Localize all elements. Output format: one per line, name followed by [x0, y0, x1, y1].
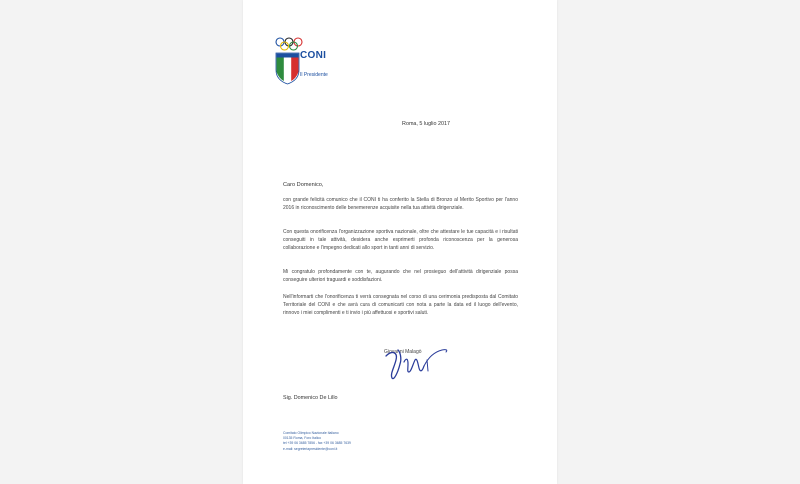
footer-line-1: Comitato Olimpico Nazionale Italiano	[283, 431, 339, 435]
recipient-line: Sig. Domenico De Lillo	[283, 395, 338, 401]
president-label: Il Presidente	[300, 72, 328, 78]
letter-date: Roma, 5 luglio 2017	[402, 121, 450, 127]
letter-sheet	[243, 0, 557, 484]
brand-name: CONI	[300, 50, 327, 61]
olympic-rings-icon	[276, 38, 302, 50]
signatory-name: Giovanni Malagò	[384, 349, 422, 355]
footer-address	[283, 431, 443, 452]
handwritten-signature-icon	[376, 338, 461, 382]
paragraph-1: con grande felicità comunico che il CONI ti ha conferito la Stella di Bronzo al Merito Sportivo per l'anno 2016 in riconoscimento delle benemerenze acquisite nella tua attività dirigenziale.	[283, 197, 518, 211]
footer-line-3: tel +39 06 3685 7856 - fax +39 06 3685 7639	[283, 441, 351, 446]
paragraph-4: Nell'informarti che l'onorificenza ti verrà consegnata nel corso di una cerimonia predisposta dal Comitato Territoriale del CONI e che avrà cura di comunicarti con nota a parte la data ed il luogo dell'evento, rinnovo i miei complimenti e ti invio i più affettuosi e sportivi saluti.	[283, 294, 518, 316]
footer-line-2: 00135 Roma, Foro Italico	[283, 436, 322, 441]
paragraph-2: Con questa onorificenza l'organizzazione sportiva nazionale, oltre che attestare le tue capacità e i risultati conseguiti in tale attività, desidera anche esprimerti profonda riconoscenza per la generosa collaborazione e l'impegno dedicati allo sport in tanti anni di servizio.	[283, 229, 518, 251]
paragraph-3: Mi congratulo profondamente con te, augurando che nel prosieguo dell'attività dirigenziale possa conseguire ulteriori traguardi e soddisfazioni.	[283, 269, 518, 283]
footer-line-4: e-mail: segreteriapresidente@coni.it	[283, 446, 338, 451]
shield-icon	[276, 53, 299, 84]
salutation: Caro Domenico,	[283, 182, 324, 188]
coni-logo-icon	[273, 36, 333, 92]
